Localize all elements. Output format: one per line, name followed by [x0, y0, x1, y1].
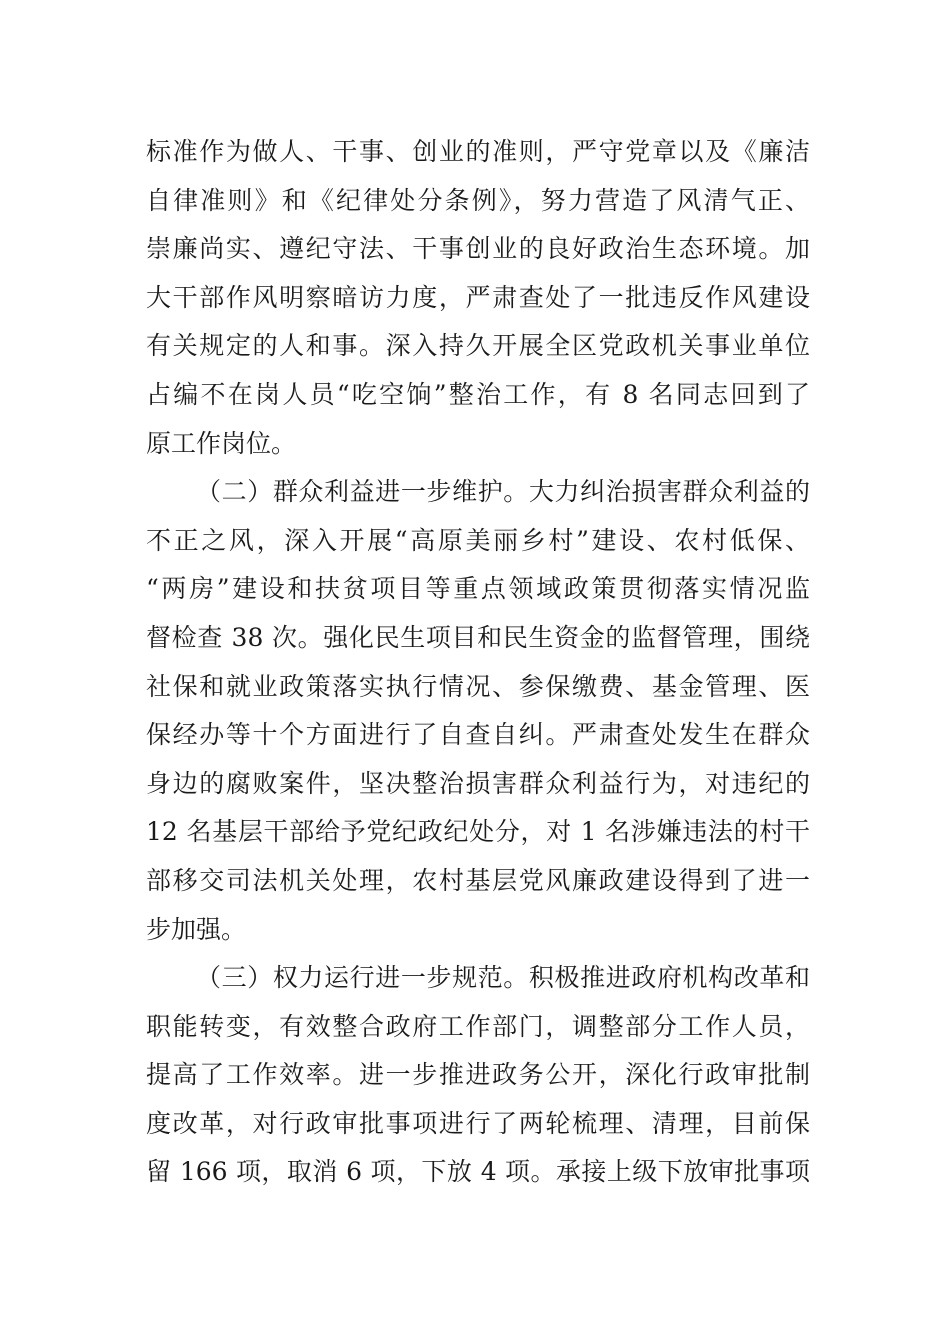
text-line: 自律准则》和《纪律处分条例》，努力营造了风清气正、 [146, 185, 810, 215]
section-heading-line: （二）群众利益进一步维护。大力纠治损害群众利益的 [196, 477, 810, 507]
text-line: 留 166 项，取消 6 项，下放 4 项。承接上级下放审批事项 [146, 1157, 810, 1187]
body-text [146, 128, 810, 1197]
text-line: 职能转变，有效整合政府工作部门，调整部分工作人员， [146, 1011, 810, 1041]
section-heading-line: （三）权力运行进一步规范。积极推进政府机构改革和 [196, 963, 810, 993]
text-line: 有关规定的人和事。深入持久开展全区党政机关事业单位 [146, 331, 810, 361]
text-line: 督检查 38 次。强化民生项目和民生资金的监督管理，围绕 [146, 622, 810, 652]
text-line: 原工作岗位。 [146, 428, 297, 458]
text-line: “两房”建设和扶贫项目等重点领域政策贯彻落实情况监 [146, 574, 810, 604]
text-line: 保经办等十个方面进行了自查自纠。严肃查处发生在群众 [146, 720, 810, 750]
text-line: 占编不在岗人员“吃空饷”整治工作，有 8 名同志回到了 [146, 379, 810, 409]
text-line: 身边的腐败案件，坚决整治损害群众利益行为，对违纪的 [146, 768, 810, 798]
text-line: 部移交司法机关处理，农村基层党风廉政建设得到了进一 [146, 865, 810, 895]
text-line: 提高了工作效率。进一步推进政务公开，深化行政审批制 [146, 1060, 810, 1090]
text-line: 社保和就业政策落实执行情况、参保缴费、基金管理、医 [146, 671, 810, 701]
text-line: 大干部作风明察暗访力度，严肃查处了一批违反作风建设 [146, 282, 810, 312]
text-line: 度改革，对行政审批事项进行了两轮梳理、清理，目前保 [146, 1108, 810, 1138]
text-line: 崇廉尚实、遵纪守法、干事创业的良好政治生态环境。加 [146, 234, 810, 264]
text-line: 标准作为做人、干事、创业的准则，严守党章以及《廉洁 [146, 137, 810, 166]
text-line: 步加强。 [146, 914, 247, 944]
text-line: 12 名基层干部给予党纪政纪处分，对 1 名涉嫌违法的村干 [146, 817, 810, 847]
text-line: 不正之风，深入开展“高原美丽乡村”建设、农村低保、 [146, 525, 810, 555]
